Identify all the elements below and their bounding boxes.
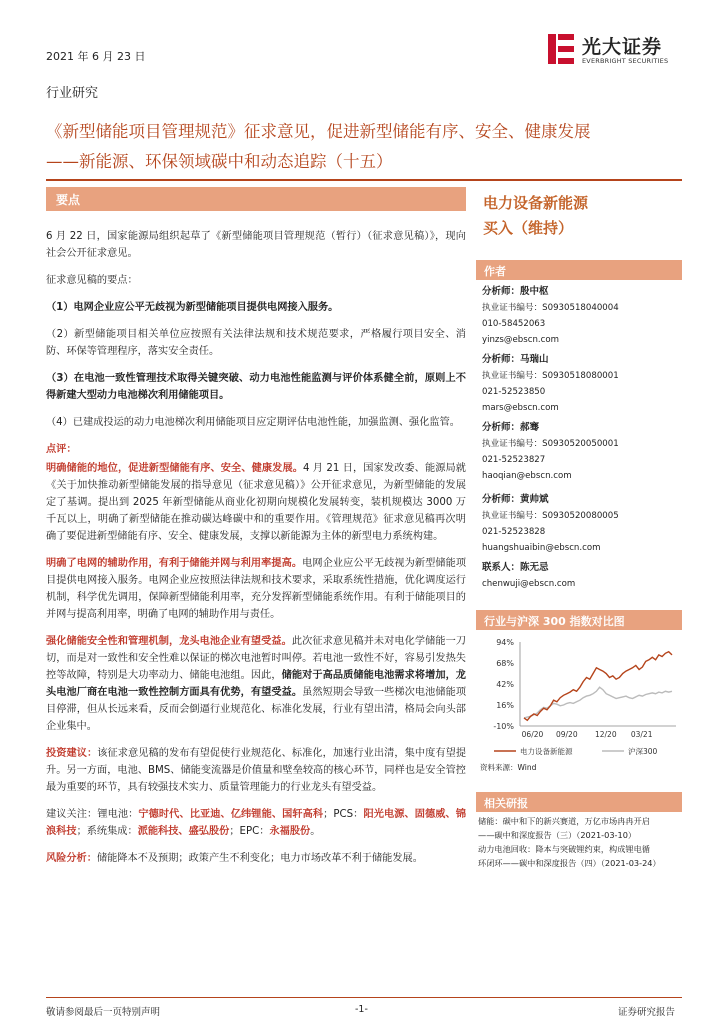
related-reports bbox=[478, 814, 684, 870]
risk-paragraph: 风险分析：储能降本不及预期；政策产生不利变化；电力市场改革不利于储能发展。 bbox=[46, 853, 423, 864]
chart-y-tick: 16% bbox=[496, 701, 514, 710]
body-paragraph: （2）新型储能项目相关单位应按照有关法律法规和技术规范要求，严格履行项目安全、消防、环保等管理程序，落实安全责任。 bbox=[46, 329, 466, 357]
chart-y-tick: 42% bbox=[496, 680, 514, 689]
analyst-block: 分析师：马瑞山 执业证书编号：S0930518080001 021-52523850 mars@ebscn.com bbox=[482, 354, 619, 413]
rating-sector: 电力设备新能源 bbox=[483, 194, 589, 212]
chart-x-tick: 09/20 bbox=[555, 730, 578, 739]
report-date: 2021 年 6 月 23 日 bbox=[46, 50, 146, 63]
chart-x-tick: 03/21 bbox=[630, 730, 653, 739]
key-points-label: 要点 bbox=[56, 193, 81, 207]
comparison-chart bbox=[476, 632, 682, 758]
report-type: 行业研究 bbox=[46, 86, 99, 101]
chart-header: 行业与沪深 300 指数对比图 bbox=[476, 610, 682, 630]
chart-x-tick: 06/20 bbox=[521, 730, 544, 739]
body-paragraph: （3）在电池一致性管理技术取得关键突破、动力电池性能监测与评价体系健全前，原则上不得新建大型动力电池梯次利用储能项目。 bbox=[46, 373, 466, 401]
contact-block: 联系人：陈无忌 chenwuji@ebscn.com bbox=[482, 562, 576, 589]
title-divider bbox=[46, 179, 682, 181]
logo-text-en: EVERBRIGHT SECURITIES bbox=[582, 57, 669, 65]
chart-legend-label: 电力设备新能源 bbox=[520, 747, 573, 756]
comment-paragraph: 明确了电网的辅助作用，有利于储能并网与利用率提高。电网企业应公平无歧视为新型储能项目提供电网接入服务。电网企业应按照法律法规和技术要求，采取系统性措施，优化调度运行机制，科学优先调用，保障新型储能利用率，充分发挥新型储能系统作用。有利于储能项目的并网与提高利用率，明确了电网的辅助作用与责任。 bbox=[46, 558, 467, 620]
related-report-line[interactable]: 环闭环——碳中和深度报告（四）（2021-03-24） bbox=[478, 858, 661, 868]
chart-series-line bbox=[524, 652, 672, 721]
comment-paragraph: 明确储能的地位，促进新型储能有序、安全、健康发展。4 月 21 日，国家发改委、能源局就《关于加快推动新型储能发展的指导意见（征求意见稿）》公开征求意见，为新型储能的发展定了基调。提出到 2025 年新型储能从商业化初期向规模化发展转变，装机规模达 3000 万千瓦以上，明确了新型储能在推动碳达峰碳中和的重要作用。《管理规范》征求意见稿再次明确了要促进新型储能有序、安全、健康发展，支撑以新能源为主体的新型电力系统构建。 bbox=[46, 463, 466, 542]
chart-x-tick: 12/20 bbox=[594, 730, 617, 739]
main-body bbox=[46, 228, 466, 877]
body-paragraph: （4）已建成投运的动力电池梯次利用储能项目应定期评估电池性能，加强监测、强化监管。 bbox=[46, 417, 460, 428]
comment-heading: 点评： bbox=[46, 444, 77, 455]
footer-report-type: 证券研究报告 bbox=[618, 1007, 676, 1018]
analyst-block: 分析师：黄帅斌 执业证书编号：S0930520080005 021-52523828 huangshuaibin@ebscn.com bbox=[482, 494, 619, 553]
chart-y-tick: 94% bbox=[496, 638, 514, 647]
related-report-line[interactable]: 动力电池回收：降本与突破锂约束，构成锂电循 bbox=[478, 844, 650, 854]
rating-value: 买入（维持） bbox=[483, 219, 574, 237]
logo-text-cn: 光大证券 bbox=[582, 36, 663, 58]
chart-legend-label: 沪深300 bbox=[628, 747, 658, 756]
company-logo bbox=[546, 30, 696, 72]
body-paragraph: 征求意见稿的要点： bbox=[46, 275, 138, 286]
footer-disclaimer[interactable]: 敬请参阅最后一页特别声明 bbox=[46, 1007, 161, 1018]
chart-series-line bbox=[524, 687, 672, 718]
body-paragraph: 6 月 22 日，国家能源局组织起草了《新型储能项目管理规范（暂行）（征求意见稿）》，现向社会公开征求意见。 bbox=[46, 231, 466, 259]
related-report-line[interactable]: 储能：碳中和下的新兴赛道，万亿市场冉冉开启 bbox=[478, 816, 650, 826]
footer-divider bbox=[46, 997, 682, 998]
chart-source: 资料来源：Wind bbox=[480, 763, 537, 772]
chart-y-tick: 68% bbox=[496, 659, 514, 668]
report-title: 《新型储能项目管理规范》征求意见，促进新型储能有序、安全、健康发展 bbox=[46, 122, 591, 141]
comment-paragraph: 强化储能安全性和管理机制，龙头电池企业有望受益。此次征求意见稿并未对电化学储能一刀切，而是对一致性和安全性难以保证的梯次电池暂时叫停。若电池一致性不好，容易引发热失控等故障，特别是大功率动力、储能电池组。因此，储能对于高品质储能电池需求将增加，龙头电池厂商在电池一致性控制方面具有优势，有望受益。虽然短期会导致一些梯次电池储能项目停滞，但从长远来看，反而会倒逼行业规范化、标准化发展，行业有望出清，格局会向头部企业集中。 bbox=[46, 636, 467, 732]
analyst-block: 分析师：殷中枢 执业证书编号：S0930518040004 010-58452063 yinzs@ebscn.com bbox=[482, 286, 619, 345]
recommendation-paragraph: 建议关注：锂电池：宁德时代、比亚迪、亿纬锂能、国轩高科；PCS：阳光电源、固德威、锦浪科技；系统集成：派能科技、盛弘股份；EPC：永福股份。 bbox=[46, 809, 467, 837]
chart-y-tick: -10% bbox=[493, 722, 514, 731]
logo-mark-icon bbox=[546, 32, 576, 66]
investment-paragraph: 投资建议：该征求意见稿的发布有望促使行业规范化、标准化，加速行业出清，集中度有望提升。另一方面，电池、BMS、储能变流器是价值量和壁垒较高的核心环节，同样也是安全管控最为重要的环节，具有较强技术实力、质量管理能力的行业龙头有望受益。 bbox=[46, 748, 467, 793]
key-points-bar bbox=[46, 187, 466, 211]
page-number: -1- bbox=[355, 1004, 368, 1015]
report-subtitle: ——新能源、环保领域碳中和动态追踪（十五） bbox=[46, 152, 393, 171]
body-paragraph: （1）电网企业应公平无歧视为新型储能项目提供电网接入服务。 bbox=[46, 302, 339, 313]
related-report-line[interactable]: ——碳中和深度报告（三）（2021-03-10） bbox=[478, 830, 637, 840]
analyst-block: 分析师：郝骞 执业证书编号：S0930520050001 021-52523827 haoqian@ebscn.com bbox=[482, 422, 619, 481]
author-header: 作者 bbox=[476, 260, 682, 280]
related-header: 相关研报 bbox=[476, 792, 682, 812]
